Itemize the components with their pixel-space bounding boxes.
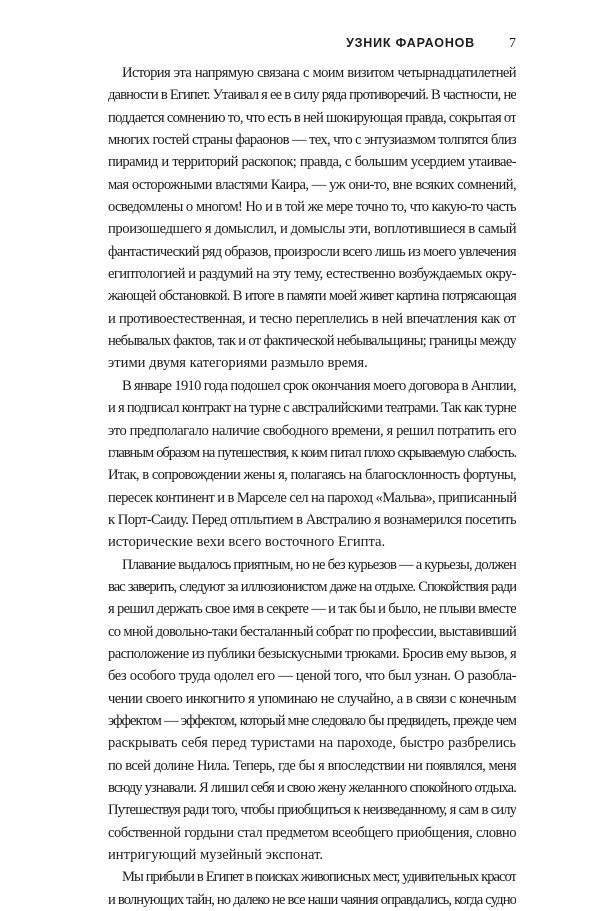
- text-line: без особого труда одолел его — ценой того, что был узнан. О разобла-: [108, 668, 516, 685]
- text-line: и волнующих тайн, но далеко не все наши чаяния оправдались, когда судно: [108, 891, 516, 908]
- text-line: небывалых фактов, так и от фактической небывальщины; границы между: [108, 333, 516, 350]
- paragraph: [108, 375, 516, 554]
- text-line: вас заверить, следуют за иллюзионистом даже на отдыхе. Спокойствия ради: [108, 578, 516, 595]
- text-line: собственной гордыни стал предметом всеобщего приобщения, словно: [108, 824, 516, 841]
- paragraph: [108, 554, 516, 867]
- text-line: Мы прибыли в Египет в поисках живописных мест, удивительных красот: [122, 869, 516, 886]
- text-line: История эта напрямую связана с моим визитом четырнадцатилетней: [122, 65, 516, 81]
- text-line: давности в Египет. Утаивал я ее в силу ряда противоречий. В частности, не: [108, 87, 516, 104]
- text-line: египтологией и раздумий на эту тему, естественно возбуждаемых окру-: [108, 266, 516, 283]
- text-line: Итак, в сопровождении жены я, полагаясь на благосклонность фортуны,: [108, 467, 516, 484]
- text-line: по всей долине Нила. Теперь, где бы я впоследствии ни появлялся, меня: [108, 757, 516, 774]
- text-line: пересек континент и в Марселе сел на пароход «Мальва», приписанный: [108, 489, 516, 506]
- paragraph: [108, 62, 516, 375]
- text-line: и противоестественная, и тесно переплелись в ней впечатления как от: [108, 310, 516, 327]
- text-line: Плавание выдалось приятным, но не без курьезов — а курьезы, должен: [122, 556, 516, 573]
- text-line: я решил держать свое имя в секрете — и так бы и было, не плыви вместе: [108, 601, 516, 618]
- running-header: [108, 36, 516, 56]
- paragraph: [108, 866, 516, 911]
- text-line: раскрывать себя перед туристами на пароходе, быстро разбрелись: [108, 735, 516, 752]
- text-line: и я подписал контракт на турне с австралийскими театрами. Так как турне: [108, 400, 516, 417]
- text-line: многих гостей страны фараонов — тех, что с энтузиазмом толпятся близ: [108, 132, 516, 149]
- text-line: пирамид и территорий раскопок; правда, с большим усердием утаивае-: [108, 154, 516, 171]
- text-line: осведомлены о многом! Но и в той же мере точно то, что какую-то часть: [108, 199, 516, 216]
- text-line: интригующий музейный экспонат.: [108, 847, 324, 864]
- text-line: со мной довольно-таки бесталанный собрат по профессии, выставивший: [108, 623, 516, 640]
- text-line: фантастический ряд образов, произросли всего лишь из моего увлечения: [108, 243, 516, 260]
- text-line: мая осторожными властями Каира, — уж они-то, вне всяких сомнений,: [108, 176, 516, 193]
- page-number: 7: [509, 36, 516, 51]
- text-line: В январе 1910 года подошел срок окончания моего договора в Англии,: [122, 377, 516, 394]
- text-line: этими двумя категориями размыло время.: [108, 355, 368, 372]
- text-line: Путешествуя ради того, чтобы приобщиться к неизведанному, я сам в силу: [108, 802, 516, 819]
- text-line: поддается сомнению то, что есть в ней шокирующая правда, сокрытая от: [108, 109, 516, 126]
- text-line: расположение из публики безыскусными трюками. Бросив ему вызов, я: [108, 645, 516, 662]
- text-line: произошедшего я домыслил, и домыслы эти, воплотившиеся в самый: [108, 221, 516, 238]
- body-text: [108, 62, 516, 911]
- text-line: главным образом на путешествия, к коим питал плохо скрываемую слабость.: [108, 444, 516, 461]
- text-line: всюду узнавали. Я лишил себя и свою жену желанного спокойного отдыха.: [108, 780, 516, 796]
- chapter-title: УЗНИК ФАРАОНОВ: [346, 36, 475, 50]
- text-line: к Порт-Саиду. Перед отплытием в Австралию я вознамерился посетить: [108, 511, 516, 528]
- text-line: это предполагало наличие свободного времени, я решил потратить его: [108, 422, 516, 439]
- text-line: жающей обстановкой. В итоге в памяти моей живет картина потрясающая: [108, 288, 516, 305]
- text-line: эффектом — эффектом, который мне следовало бы предвидеть, прежде чем: [108, 712, 516, 729]
- text-line: исторические вехи всего восточного Египта.: [108, 534, 386, 551]
- text-line: чении своего инкогнито я упоминаю не случайно, а в связи с конечным: [108, 690, 516, 707]
